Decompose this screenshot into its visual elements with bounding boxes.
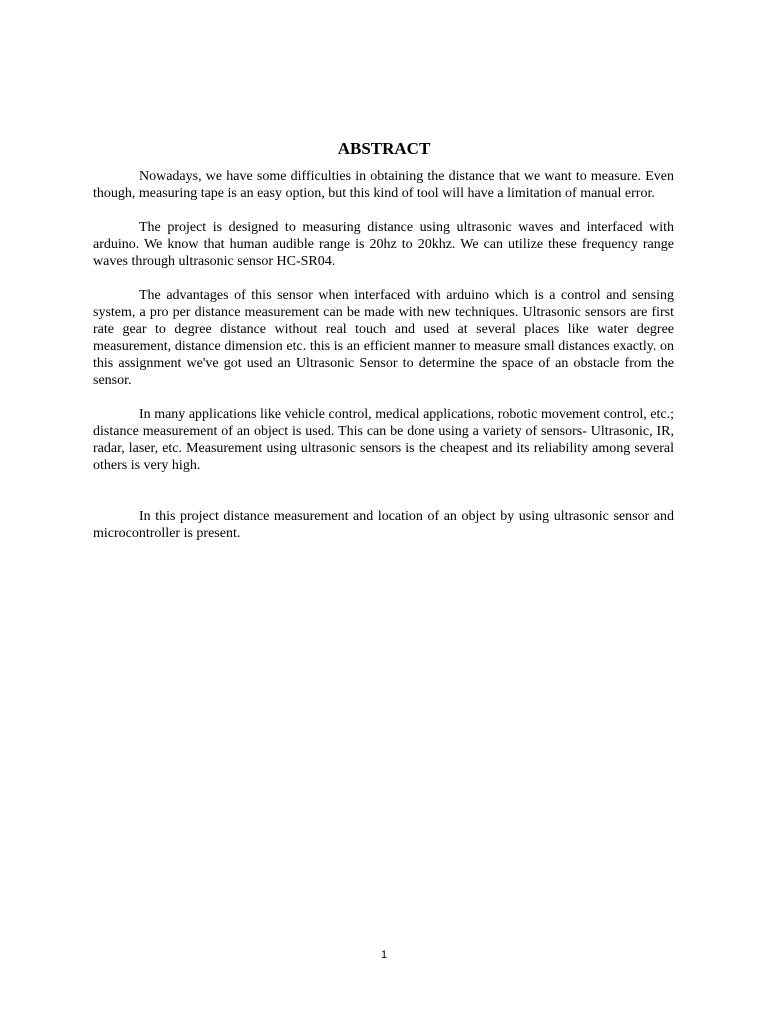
abstract-heading: ABSTRACT: [337, 139, 431, 158]
paragraph-project-design: The project is designed to measuring distance using ultrasonic waves and interfaced with arduino. We know that human audible range is 20hz to 20khz. We can utilize these frequency range waves through ultrasonic sensor HC-SR04.: [93, 220, 674, 269]
paragraph-intro: Nowadays, we have some difficulties in obtaining the distance that we want to measure. Even though, measuring tape is an easy option, but this kind of tool will have a limitation of manual error.: [93, 169, 674, 201]
abstract-body: [93, 168, 674, 542]
paragraph-conclusion: In this project distance measurement and location of an object by using ultrasonic sensor and microcontroller is present.: [93, 509, 674, 541]
paragraph-applications: In many applications like vehicle control, medical applications, robotic movement control, etc.; distance measurement of an object is used. This can be done using a variety of sensors- Ultrasonic, IR, radar, laser, etc. Measurement using ultrasonic sensors is the cheapest and its reliability among several others is very high.: [93, 407, 674, 473]
paragraph-sensor-advantages: The advantages of this sensor when interfaced with arduino which is a control and sensing system, a pro per distance measurement can be made with new techniques. Ultrasonic sensors are first rate gear to degree distance without real touch and used at several places like water degree measurement, distance dimension etc. this is an efficient manner to measure small distances exactly. on this assignment we've got used an Ultrasonic Sensor to determine the space of an obstacle from the sensor.: [93, 288, 674, 388]
page-number: 1: [380, 949, 388, 961]
